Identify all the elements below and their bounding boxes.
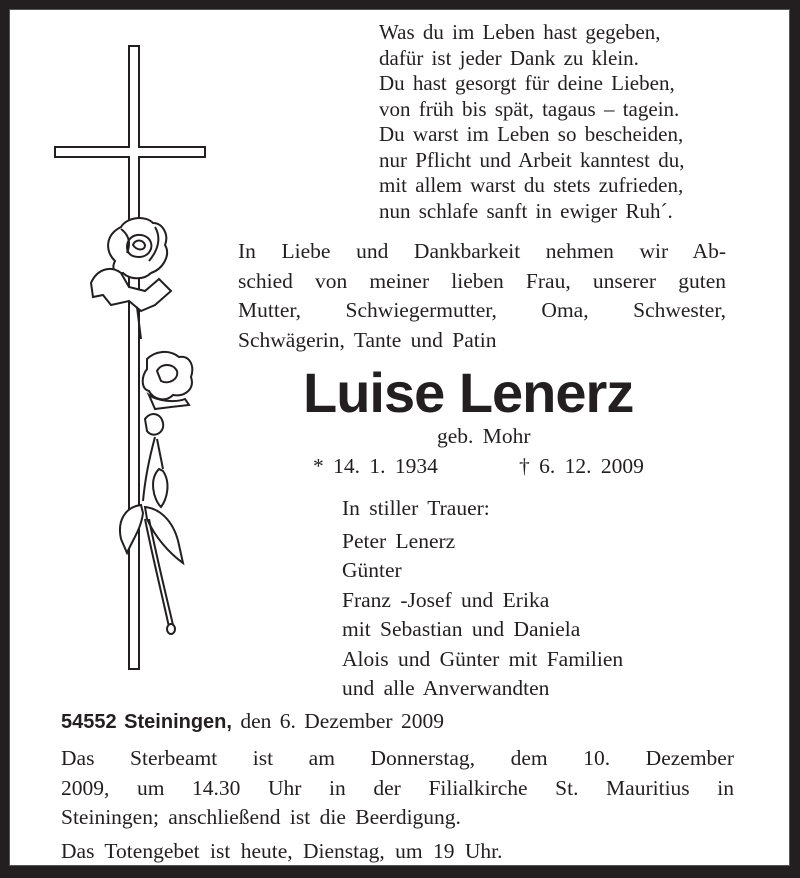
life-dates — [313, 454, 644, 479]
mourner-name: und alle Anverwandten — [342, 676, 550, 700]
mourner-name: Franz -Josef und Erika — [342, 587, 550, 612]
mourners-heading: In stiller Trauer: — [342, 496, 490, 520]
place-and-date — [61, 709, 444, 734]
prayer-notice: Das Totengebet ist heute, Dienstag, um 19 Uhr. — [61, 839, 503, 863]
poem — [379, 20, 684, 224]
mourner-name: Alois und Günter mit Familien — [342, 646, 624, 671]
intro-line: In Liebe und Dankbarkeit nehmen wir Ab- — [238, 239, 726, 263]
mourner-name: Günter — [342, 558, 402, 582]
poem-line: dafür ist jeder Dank zu klein. — [379, 45, 639, 70]
funeral-details — [61, 744, 734, 833]
deceased-name: Luise Lenerz — [303, 361, 634, 424]
poem-line: mit allem warst du stets zufrieden, — [379, 173, 684, 197]
mourners-list — [342, 494, 623, 704]
poem-line: von früh bis spät, tagaus – tagein. — [379, 96, 680, 121]
poem-line: nun schlafe sanft in ewiger Ruh´. — [379, 198, 673, 223]
mourner-name: mit Sebastian und Daniela — [342, 617, 581, 641]
maiden-name: geb. Mohr — [437, 424, 531, 448]
funeral-line: 2009, um 14.30 Uhr in der Filialkirche St. Mauritius in — [61, 775, 734, 800]
intro-line: Schwägerin, Tante und Patin — [238, 327, 497, 352]
poem-line: Was du im Leben hast gegeben, — [379, 20, 661, 44]
death-date: † 6. 12. 2009 — [519, 454, 644, 478]
obituary-notice — [9, 9, 790, 866]
intro-paragraph — [238, 237, 726, 355]
intro-line: Mutter, Schwiegermutter, Oma, Schwester, — [238, 298, 726, 323]
poem-line: nur Pflicht und Arbeit kanntest du, — [379, 147, 685, 172]
notice-date: den 6. Dezember 2009 — [240, 709, 444, 733]
intro-line: schied von meiner lieben Frau, unserer guten — [238, 268, 726, 293]
cross-with-roses-icon — [45, 39, 245, 679]
funeral-line: Steiningen; anschließend ist die Beerdigung. — [61, 805, 461, 829]
birth-date: * 14. 1. 1934 — [313, 454, 438, 478]
poem-line: Du warst im Leben so bescheiden, — [379, 122, 684, 146]
location: 54552 Steiningen, — [61, 711, 232, 733]
poem-line: Du hast gesorgt für deine Lieben, — [379, 71, 675, 95]
funeral-line: Das Sterbeamt ist am Donnerstag, dem 10. Dezember — [61, 746, 734, 770]
mourner-name: Peter Lenerz — [342, 528, 456, 553]
rose-icon — [143, 352, 193, 507]
